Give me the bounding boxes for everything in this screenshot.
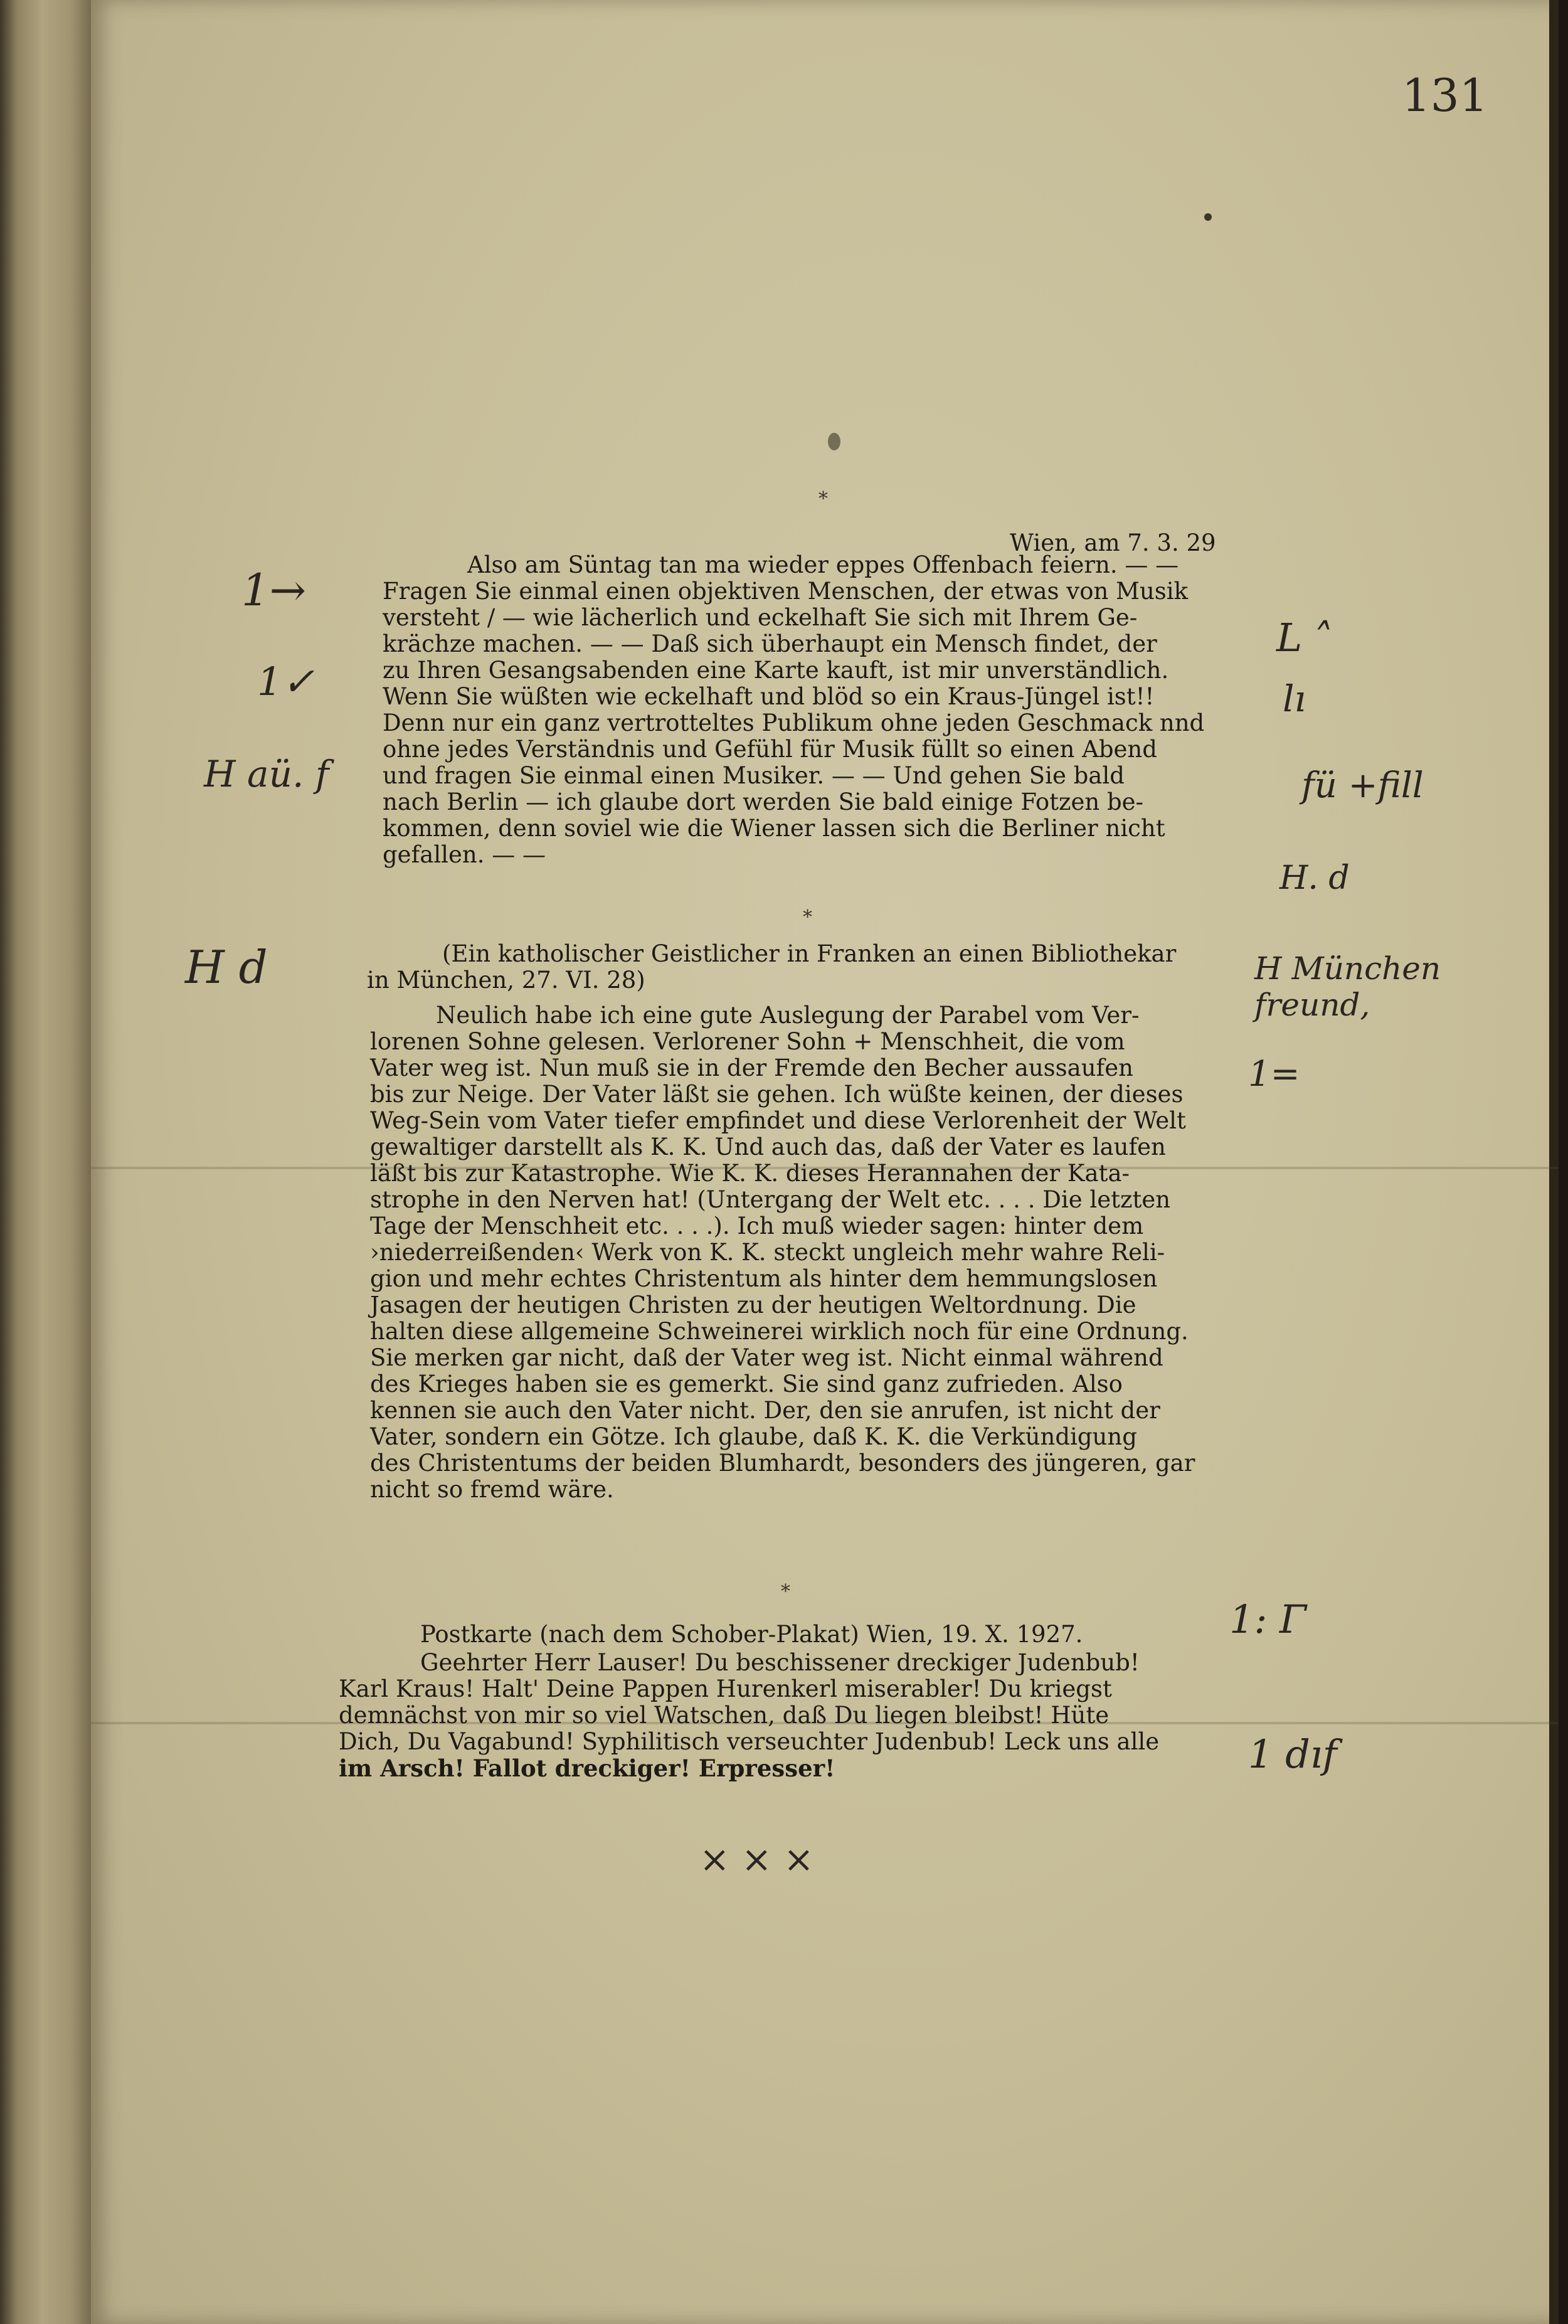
section-divider-star: * bbox=[781, 1581, 790, 1603]
margin-note-right: 1: Γ bbox=[1229, 1596, 1307, 1642]
text-line: Vater weg ist. Nun muß sie in der Fremde den Becher aussaufen bbox=[370, 1054, 1133, 1081]
text-line: Dich, Du Vagabund! Syphilitisch verseuchter Judenbub! Leck uns alle bbox=[339, 1728, 1160, 1755]
text-line: Karl Kraus! Halt' Deine Pappen Hurenkerl miserabler! Du kriegst bbox=[339, 1675, 1112, 1702]
text-line: Wenn Sie wüßten wie eckelhaft und blöd so ein Kraus-Jüngel ist!! bbox=[383, 683, 1155, 710]
handwritten-crosses: × × × bbox=[699, 1838, 814, 1881]
text-line: des Krieges haben sie es gemerkt. Sie sind ganz zufrieden. Also bbox=[370, 1371, 1123, 1398]
text-line: läßt bis zur Katastrophe. Wie K. K. dieses Herannahen der Kata- bbox=[370, 1160, 1130, 1187]
margin-note-right: fü +fill bbox=[1301, 765, 1424, 806]
text-line: gefallen. — — bbox=[383, 841, 546, 868]
document-page bbox=[91, 0, 1559, 2324]
text-line: nach Berlin — ich glaube dort werden Sie bald einige Fotzen be- bbox=[383, 788, 1144, 815]
text-line: Fragen Sie einmal einen objektiven Menschen, der etwas von Musik bbox=[383, 578, 1189, 605]
text-line: ohne jedes Verständnis und Gefühl für Musik füllt so einen Abend bbox=[383, 736, 1157, 763]
margin-note-left: 1→ bbox=[241, 565, 307, 616]
text-line: lorenen Sohne gelesen. Verlorener Sohn + Menschheit, die vom bbox=[370, 1028, 1125, 1055]
text-line: demnächst von mir so viel Watschen, daß Du liegen bleibst! Hüte bbox=[339, 1702, 1110, 1729]
section1-dateline: Wien, am 7. 3. 29 bbox=[1010, 529, 1216, 556]
ink-speck bbox=[828, 433, 840, 450]
text-line: Geehrter Herr Lauser! Du beschissener dreckiger Judenbub! bbox=[420, 1649, 1140, 1676]
margin-note-right: H. d bbox=[1279, 859, 1350, 897]
book-spine bbox=[0, 0, 94, 2324]
margin-note-right: lı bbox=[1283, 677, 1306, 720]
text-line: nicht so fremd wäre. bbox=[370, 1476, 614, 1503]
text-line: bis zur Neige. Der Vater läßt sie gehen. Ich wüßte keinen, der dieses bbox=[370, 1081, 1184, 1108]
text-line: im Arsch! Fallot dreckiger! Erpresser! bbox=[339, 1754, 835, 1782]
margin-note-right: L ˄ bbox=[1276, 615, 1334, 661]
text-line: zu Ihren Gesangsabenden eine Karte kauft, ist mir unverständlich. bbox=[383, 657, 1169, 684]
margin-note-left: 1✓ bbox=[257, 659, 315, 704]
section2-heading: (Ein katholischer Geistlicher in Franken an einen Bibliothekar bbox=[442, 940, 1177, 967]
text-line: Also am Süntag tan ma wieder eppes Offenbach feiern. — — bbox=[467, 551, 1179, 578]
text-line: Denn nur ein ganz vertrotteltes Publikum ohne jeden Geschmack nnd bbox=[383, 709, 1205, 736]
text-line: gewaltiger darstellt als K. K. Und auch das, daß der Vater es laufen bbox=[370, 1133, 1166, 1160]
margin-note-left: H d bbox=[185, 941, 268, 994]
page-number: 131 bbox=[1402, 69, 1488, 122]
text-line: Neulich habe ich eine gute Auslegung der Parabel vom Ver- bbox=[436, 1002, 1140, 1029]
text-line: und fragen Sie einmal einen Musiker. — — Und gehen Sie bald bbox=[383, 762, 1125, 789]
text-line: ›niederreißenden‹ Werk von K. K. steckt ungleich mehr wahre Reli- bbox=[370, 1239, 1165, 1266]
margin-note-right: 1 dıf bbox=[1248, 1731, 1337, 1777]
section3-heading: Postkarte (nach dem Schober-Plakat) Wien, 19. X. 1927. bbox=[420, 1621, 1083, 1648]
margin-note-right: H München freund, bbox=[1254, 950, 1441, 1023]
margin-note-left: H aü. f bbox=[204, 753, 329, 795]
text-line: versteht / — wie lächerlich und eckelhaft Sie sich mit Ihrem Ge- bbox=[383, 604, 1138, 631]
section2-heading: in München, 27. VI. 28) bbox=[367, 967, 645, 994]
text-line: kennen sie auch den Vater nicht. Der, den sie anrufen, ist nicht der bbox=[370, 1397, 1160, 1424]
text-line: krächze machen. — — Daß sich überhaupt ein Mensch findet, der bbox=[383, 630, 1157, 657]
section-divider-star: * bbox=[818, 488, 828, 510]
text-line: Jasagen der heutigen Christen zu der heutigen Weltordnung. Die bbox=[370, 1292, 1136, 1319]
text-line: gion und mehr echtes Christentum als hinter dem hemmungslosen bbox=[370, 1265, 1158, 1292]
text-line: halten diese allgemeine Schweinerei wirklich noch für eine Ordnung. bbox=[370, 1318, 1189, 1345]
page-edge bbox=[1549, 0, 1559, 2324]
section-divider-star: * bbox=[803, 906, 812, 928]
text-line: strophe in den Nerven hat! (Untergang der Welt etc. . . . Die letzten bbox=[370, 1186, 1171, 1213]
text-line: kommen, denn soviel wie die Wiener lassen sich die Berliner nicht bbox=[383, 815, 1165, 842]
text-line: Tage der Menschheit etc. . . .). Ich muß wieder sagen: hinter dem bbox=[370, 1212, 1144, 1239]
text-line: des Christentums der beiden Blumhardt, besonders des jüngeren, gar bbox=[370, 1450, 1195, 1477]
ink-speck bbox=[1204, 213, 1212, 221]
text-line: Weg-Sein vom Vater tiefer empfindet und diese Verlorenheit der Welt bbox=[370, 1107, 1186, 1134]
text-line: Vater, sondern ein Götze. Ich glaube, daß K. K. die Verkündigung bbox=[370, 1423, 1137, 1450]
margin-note-right: 1= bbox=[1248, 1054, 1300, 1095]
text-line: Sie merken gar nicht, daß der Vater weg ist. Nicht einmal während bbox=[370, 1344, 1163, 1371]
